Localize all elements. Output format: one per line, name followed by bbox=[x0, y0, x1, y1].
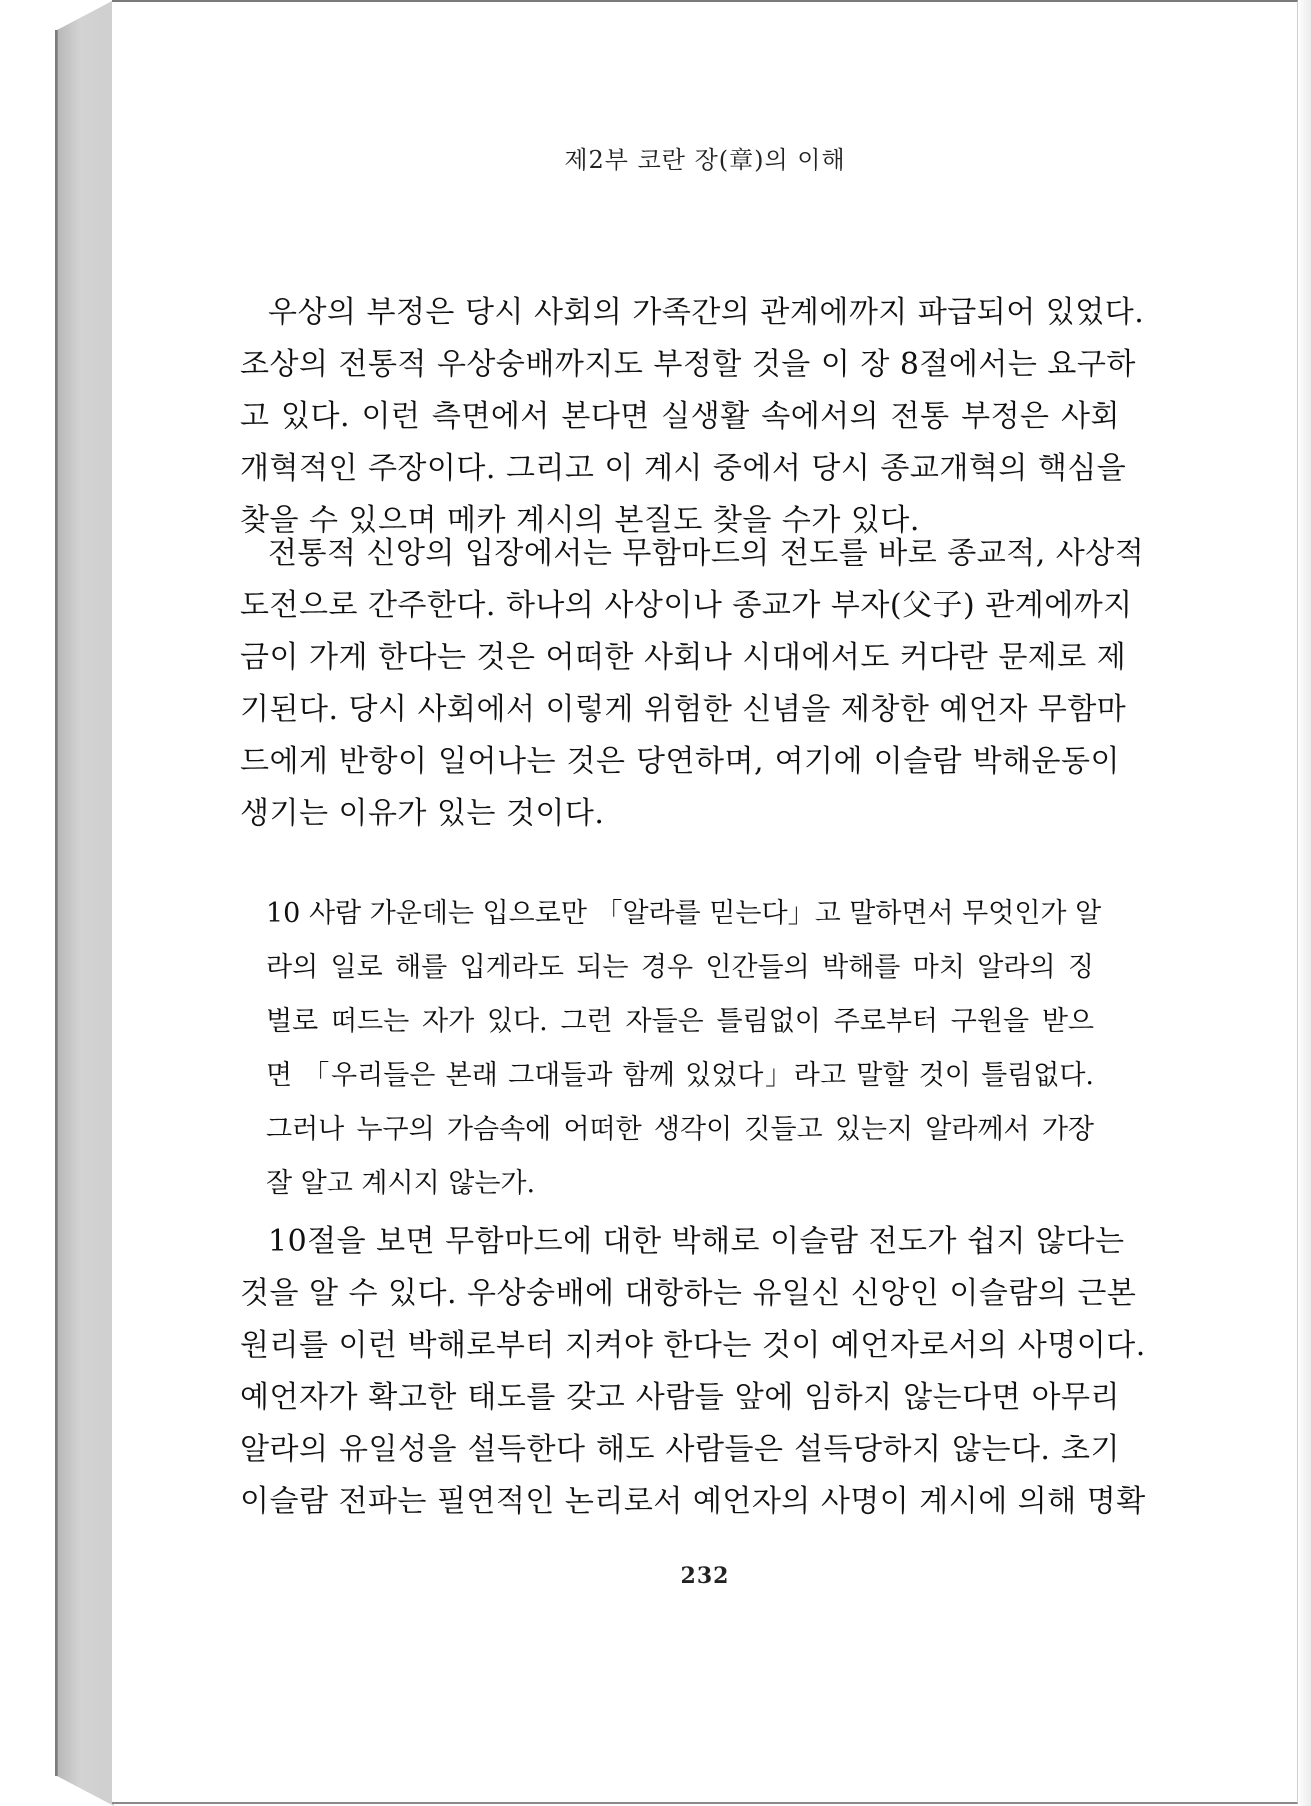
quote-line: 10 사람 가운데는 입으로만 「알라를 믿는다」고 말하면서 무엇인가 알 bbox=[266, 898, 1102, 929]
text-line: 우상의 부정은 당시 사회의 가족간의 관계에까지 파급되어 있었다. bbox=[268, 295, 1145, 330]
quote-line: 벌로 떠드는 자가 있다. 그런 자들은 틀림없이 주로부터 구원을 받으 bbox=[266, 1006, 1094, 1037]
text-line: 것을 알 수 있다. 우상숭배에 대항하는 유일신 신앙인 이슬람의 근본 bbox=[240, 1276, 1137, 1311]
paragraph-1 bbox=[240, 287, 1145, 547]
text-line: 기된다. 당시 사회에서 이렇게 위험한 신념을 제창한 예언자 무함마 bbox=[240, 692, 1127, 727]
paragraph-3 bbox=[240, 1216, 1146, 1528]
book-spine-edge bbox=[55, 30, 57, 1776]
quote-line: 라의 일로 해를 입게라도 되는 경우 인간들의 박해를 마치 알라의 징 bbox=[266, 952, 1094, 983]
quote-line: 면 「우리들은 본래 그대들과 함께 있었다」라고 말할 것이 틀림없다. bbox=[266, 1060, 1094, 1091]
text-line: 원리를 이런 박해로부터 지켜야 한다는 것이 예언자로서의 사명이다. bbox=[240, 1328, 1146, 1363]
text-line: 조상의 전통적 우상숭배까지도 부정할 것을 이 장 8절에서는 요구하 bbox=[240, 347, 1136, 382]
text-line: 금이 가게 한다는 것은 어떠한 사회나 시대에서도 커다란 문제로 제 bbox=[240, 640, 1127, 675]
text-line: 개혁적인 주장이다. 그리고 이 계시 중에서 당시 종교개혁의 핵심을 bbox=[240, 451, 1127, 486]
text-line: 전통적 신앙의 입장에서는 무함마드의 전도를 바로 종교적, 사상적 bbox=[268, 536, 1145, 571]
text-line: 찾을 수 있으며 메카 계시의 본질도 찾을 수가 있다. bbox=[240, 503, 920, 538]
text-line: 이슬람 전파는 필연적인 논리로서 예언자의 사명이 계시에 의해 명확 bbox=[240, 1484, 1146, 1519]
page-number: 232 bbox=[680, 1563, 730, 1589]
quote-line: 잘 알고 계시지 않는가. bbox=[266, 1168, 536, 1199]
paragraph-2 bbox=[240, 528, 1145, 840]
text-line: 10절을 보면 무함마드에 대한 박해로 이슬람 전도가 쉽지 않다는 bbox=[268, 1224, 1125, 1259]
text-line: 드에게 반항이 일어나는 것은 당연하며, 여기에 이슬람 박해운동이 bbox=[240, 744, 1120, 779]
page-shadow bbox=[1297, 0, 1311, 1806]
text-line: 알라의 유일성을 설득한다 해도 사람들은 설득당하지 않는다. 초기 bbox=[240, 1432, 1120, 1467]
running-head: 제2부 코란 장(章)의 이해 bbox=[564, 146, 846, 174]
quote-line: 그러나 누구의 가슴속에 어떠한 생각이 깃들고 있는지 알라께서 가장 bbox=[266, 1114, 1094, 1145]
quran-verse-quote bbox=[266, 887, 1102, 1211]
text-line: 도전으로 간주한다. 하나의 사상이나 종교가 부자(父子) 관계에까지 bbox=[240, 588, 1133, 623]
text-line: 예언자가 확고한 태도를 갖고 사람들 앞에 임하지 않는다면 아무리 bbox=[240, 1380, 1120, 1415]
text-line: 고 있다. 이런 측면에서 본다면 실생활 속에서의 전통 부정은 사회 bbox=[240, 399, 1120, 434]
book-spine bbox=[57, 0, 114, 1806]
text-line: 생기는 이유가 있는 것이다. bbox=[240, 796, 605, 831]
